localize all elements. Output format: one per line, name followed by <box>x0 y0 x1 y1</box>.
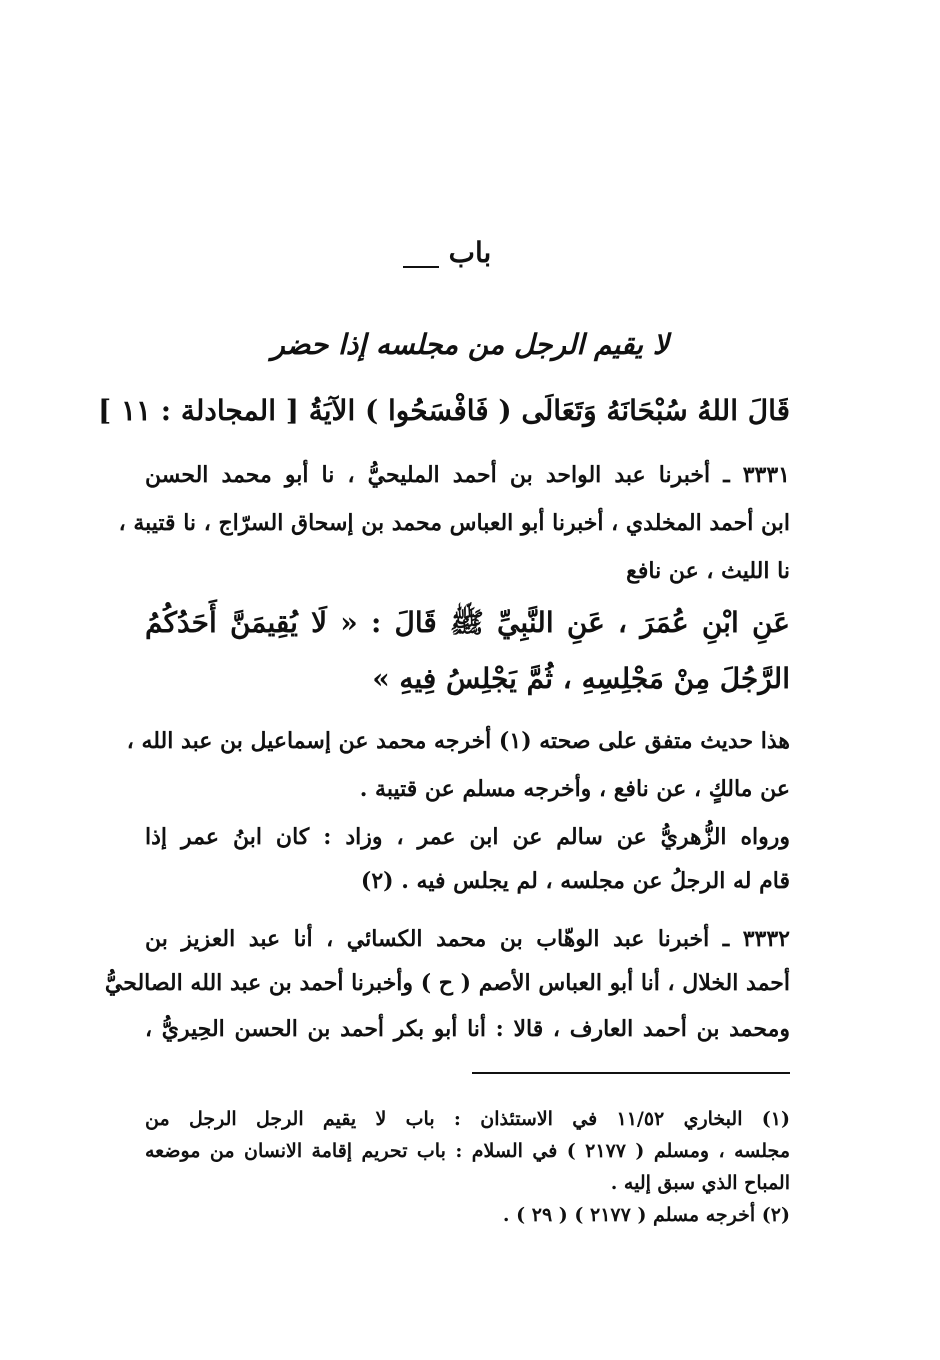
footnote-1-line-2: مجلسه ، ومسلم ( ٢١٧٧ ) في السلام : باب تحريم إقامة الانسان من موضعه <box>145 1140 790 1162</box>
chapter-title-underline <box>403 266 439 268</box>
footnote-separator <box>472 1072 790 1074</box>
hadith-3331-line-1: ٣٣٣١ ـ أخبرنا عبد الواحد بن أحمد المليحيُّ ، نا أبو محمد الحسن <box>145 462 790 488</box>
commentary-line-1: هذا حديث متفق على صحته (١) أخرجه محمد عن إسماعيل بن عبد الله ، <box>126 728 790 754</box>
hadith-3331-line-2: ابن أحمد المخلدي ، أخبرنا أبو العباس محمد بن إسحاق السرّاج ، نا قتيبة ، <box>118 510 790 536</box>
commentary-line-2: عن مالكٍ ، عن نافع ، وأخرجه مسلم عن قتيبة . <box>359 776 790 802</box>
footnote-1-line-1: (١) البخاري ١١/٥٢ في الاستئذان : باب لا يقيم الرجل الرجل من <box>145 1108 790 1130</box>
footnote-2: (٢) أخرجه مسلم ( ٢١٧٧ ) ( ٢٩ ) . <box>502 1204 790 1226</box>
hadith-3332-line-1: ٣٣٣٢ ـ أخبرنا عبد الوهّاب بن محمد الكسائي ، أنا عبد العزيز بن <box>145 926 790 952</box>
hadith-3332-line-2: أحمد الخلال ، أنا أبو العباس الأصم ( ح ) وأخبرنا أحمد بن عبد الله الصالحيُّ <box>104 970 790 996</box>
commentary-line-3: ورواه الزُّهريُّ عن سالم عن ابن عمر ، وزاد : كان ابنُ عمر إذا <box>145 824 790 850</box>
section-heading: لا يقيم الرجل من مجلسه إذا حضر <box>271 328 669 361</box>
quran-verse-line: قَالَ اللهُ سُبْحَانَهُ وَتَعَالَى ( فَافْسَحُوا ) الآيَةُ [ المجادلة : ١١ ] <box>97 394 790 427</box>
chapter-title: باب <box>448 236 492 269</box>
commentary-line-4: قام له الرجلُ عن مجلسه ، لم يجلس فيه . (٢) <box>360 868 790 894</box>
matn-line-2: الرَّجُلَ مِنْ مَجْلِسِهِ ، ثُمَّ يَجْلِسُ فِيهِ » <box>372 662 790 695</box>
hadith-3331-line-3: نا الليث ، عن نافع <box>626 558 790 584</box>
footnote-1-line-3: المباح الذي سبق إليه . <box>610 1172 790 1194</box>
matn-line-1: عَنِ ابْنِ عُمَرَ ، عَنِ النَّبِيِّ ﷺ قَالَ : « لَا يُقِيمَنَّ أَحَدُكُمُ <box>145 606 790 639</box>
hadith-3332-line-3: ومحمد بن أحمد العارف ، قالا : أنا أبو بكر أحمد بن الحسن الحِيريُّ ، <box>145 1016 790 1042</box>
